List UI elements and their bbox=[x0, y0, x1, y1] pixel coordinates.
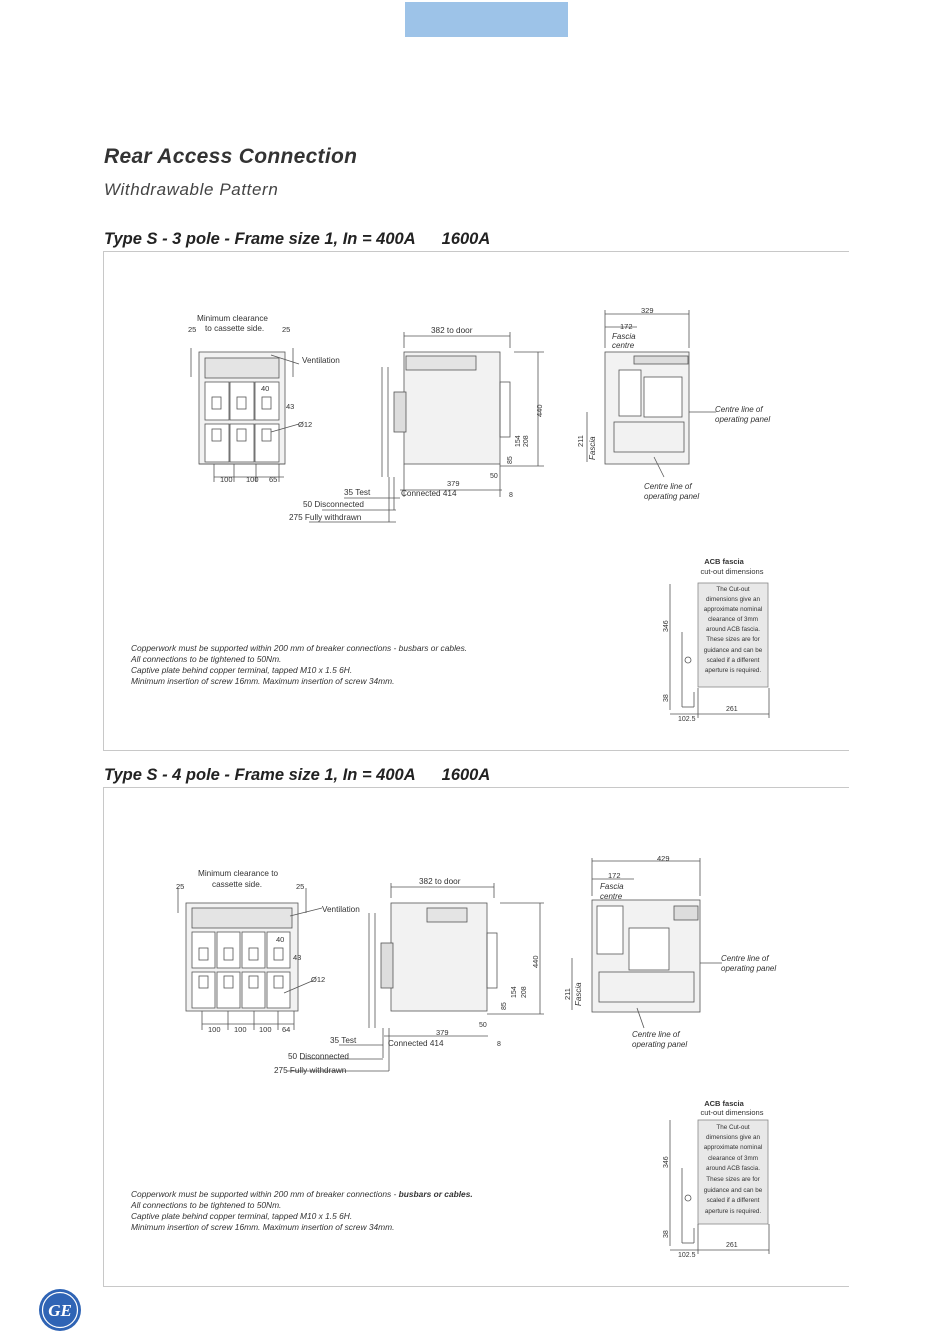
dim-dia-12: Ø12 bbox=[311, 975, 326, 984]
svg-text:aperture is required.: aperture is required. bbox=[704, 667, 762, 674]
dim-440: 440 bbox=[531, 955, 540, 968]
label-min-clearance-2: cassette side. bbox=[212, 880, 263, 889]
label-fascia-side: Fascia bbox=[574, 982, 583, 1006]
dim-25-left: 25 bbox=[188, 325, 197, 334]
label-centre-line: Centre line of bbox=[721, 954, 769, 963]
svg-text:The Cut-out: The Cut-out bbox=[716, 586, 750, 593]
dim-43: 43 bbox=[293, 953, 302, 962]
svg-text:around ACB fascia.: around ACB fascia. bbox=[706, 1165, 760, 1172]
dim-379: 379 bbox=[447, 479, 460, 488]
dim-102: 102.5 bbox=[678, 716, 696, 723]
dim-38: 38 bbox=[663, 1230, 670, 1238]
note-line: Captive plate behind copper terminal, tapped M10 x 1.5 6H. bbox=[131, 1211, 353, 1221]
dim-102: 102.5 bbox=[678, 1252, 696, 1259]
label-withdrawn: 275 Fully withdrawn bbox=[289, 513, 362, 522]
svg-text:The Cut-out: The Cut-out bbox=[716, 1124, 750, 1131]
dim-8: 8 bbox=[497, 1041, 501, 1048]
dim-100-b: 100 bbox=[246, 475, 259, 484]
dim-211: 211 bbox=[576, 435, 585, 447]
svg-text:These sizes are for: These sizes are for bbox=[706, 1176, 760, 1183]
svg-text:clearance of 3mm: clearance of 3mm bbox=[707, 1155, 759, 1162]
ge-monogram-logo bbox=[38, 1288, 82, 1332]
label-test: 35 Test bbox=[344, 488, 371, 497]
drawing-panel-4pole bbox=[103, 787, 849, 1287]
dim-261: 261 bbox=[726, 706, 738, 713]
dim-dia-12: Ø12 bbox=[298, 420, 313, 429]
svg-text:These sizes are for: These sizes are for bbox=[706, 636, 760, 643]
label-fascia-centre: centre bbox=[612, 341, 635, 350]
svg-text:scaled if a different: scaled if a different bbox=[706, 657, 760, 664]
dim-100-b: 100 bbox=[234, 1025, 247, 1034]
label-cutout-title-2: cut-out dimensions bbox=[700, 1108, 764, 1117]
fascia-view-3pole bbox=[587, 310, 716, 477]
section-title-4pole: Type S - 4 pole - Frame size 1, In = 400A 1600A bbox=[104, 766, 491, 784]
label-cutout-title-2: cut-out dimensions bbox=[700, 567, 764, 576]
svg-text:approximate nominal: approximate nominal bbox=[703, 606, 763, 613]
note-line: Minimum insertion of screw 16mm. Maximum insertion of screw 34mm. bbox=[131, 676, 395, 686]
dim-100-c: 100 bbox=[259, 1025, 272, 1034]
svg-text:clearance of 3mm: clearance of 3mm bbox=[707, 616, 759, 623]
svg-text:guidance and can be: guidance and can be bbox=[703, 647, 763, 654]
dim-172: 172 bbox=[608, 871, 621, 880]
dim-85: 85 bbox=[501, 1002, 508, 1010]
dim-154: 154 bbox=[511, 986, 518, 998]
svg-text:around ACB fascia.: around ACB fascia. bbox=[706, 626, 760, 633]
svg-text:aperture is required.: aperture is required. bbox=[704, 1208, 762, 1215]
page-title: Rear Access Connection bbox=[104, 145, 358, 168]
label-ventilation: Ventilation bbox=[322, 905, 360, 914]
note-line: All connections to be tightened to 50Nm. bbox=[131, 1200, 282, 1210]
dim-25-left: 25 bbox=[176, 882, 185, 891]
label-min-clearance-2: to cassette side. bbox=[205, 324, 265, 333]
notes-4pole bbox=[131, 1189, 473, 1233]
cutout-note-4pole bbox=[704, 1124, 763, 1215]
label-cutout-title: ACB fascia bbox=[704, 1099, 744, 1108]
dim-379: 379 bbox=[436, 1028, 449, 1037]
label-centre-line-bottom: Centre line of bbox=[644, 482, 692, 491]
note-line: Captive plate behind copper terminal, tapped M10 x 1.5 6H. bbox=[131, 665, 353, 675]
section-title-3pole: Type S - 3 pole - Frame size 1, In = 400A 1600A bbox=[104, 230, 491, 248]
notes-3pole bbox=[131, 643, 467, 687]
fascia-view-4pole bbox=[572, 858, 722, 1028]
label-ventilation: Ventilation bbox=[302, 356, 340, 365]
label-connected: Connected 414 bbox=[401, 489, 457, 498]
dim-25-right: 25 bbox=[282, 325, 291, 334]
label-connected: Connected 414 bbox=[388, 1039, 444, 1048]
label-fascia-centre: centre bbox=[600, 892, 623, 901]
note-line: Copperwork must be supported within 200 mm of breaker connections - busbars or cables. bbox=[131, 1189, 473, 1199]
dim-to-door: 382 to door bbox=[431, 326, 473, 335]
label-min-clearance: Minimum clearance bbox=[197, 314, 268, 323]
label-withdrawn: 275 Fully withdrawn bbox=[274, 1066, 347, 1075]
dim-85: 85 bbox=[507, 456, 514, 464]
dim-346: 346 bbox=[663, 1156, 670, 1168]
page-subtitle: Withdrawable Pattern bbox=[104, 180, 279, 199]
dim-154: 154 bbox=[515, 435, 522, 447]
svg-text:dimensions give an: dimensions give an bbox=[706, 596, 760, 603]
dim-208: 208 bbox=[521, 986, 528, 998]
logo-text: GE bbox=[48, 1301, 72, 1320]
dim-width-top: 429 bbox=[657, 854, 670, 863]
label-operating-panel-bottom: operating panel bbox=[632, 1040, 688, 1049]
dim-8: 8 bbox=[509, 492, 513, 499]
label-operating-panel: operating panel bbox=[715, 415, 771, 424]
dim-261: 261 bbox=[726, 1242, 738, 1249]
label-fascia: Fascia bbox=[600, 882, 624, 891]
dim-100-a: 100 bbox=[208, 1025, 221, 1034]
label-cutout-title: ACB fascia bbox=[704, 557, 744, 566]
dim-50: 50 bbox=[490, 473, 498, 480]
label-operating-panel: operating panel bbox=[721, 964, 777, 973]
note-line: Copperwork must be supported within 200 mm of breaker connections - busbars or cables. bbox=[131, 643, 468, 653]
label-fascia-side: Fascia bbox=[588, 436, 597, 460]
label-centre-line: Centre line of bbox=[715, 405, 763, 414]
dim-172: 172 bbox=[620, 322, 633, 331]
label-operating-panel-bottom: operating panel bbox=[644, 492, 700, 501]
drawing-panel-3pole bbox=[103, 251, 849, 751]
label-test: 35 Test bbox=[330, 1036, 357, 1045]
label-disconnected: 50 Disconnected bbox=[303, 500, 364, 509]
dim-208: 208 bbox=[523, 435, 530, 447]
cutout-note-3pole bbox=[704, 586, 763, 674]
dim-40: 40 bbox=[276, 935, 285, 944]
svg-text:dimensions give an: dimensions give an bbox=[706, 1134, 760, 1141]
note-line: Minimum insertion of screw 16mm. Maximum insertion of screw 34mm. bbox=[131, 1222, 395, 1232]
dim-65-bottom: 65 bbox=[269, 475, 278, 484]
label-fascia: Fascia bbox=[612, 332, 636, 341]
dim-100-a: 100 bbox=[220, 475, 233, 484]
dim-346: 346 bbox=[663, 620, 670, 632]
dim-43: 43 bbox=[286, 402, 295, 411]
svg-text:scaled if a different: scaled if a different bbox=[706, 1197, 760, 1204]
header-tab bbox=[405, 2, 568, 37]
svg-text:guidance and can be: guidance and can be bbox=[703, 1187, 763, 1194]
dim-211: 211 bbox=[563, 988, 572, 1000]
dim-50: 50 bbox=[479, 1022, 487, 1029]
front-view-3pole bbox=[191, 348, 299, 482]
dim-40: 40 bbox=[261, 384, 270, 393]
note-line: All connections to be tightened to 50Nm. bbox=[131, 654, 282, 664]
dim-64-bottom: 64 bbox=[282, 1025, 291, 1034]
dim-25-right: 25 bbox=[296, 882, 305, 891]
dim-width-top: 329 bbox=[641, 306, 654, 315]
svg-text:approximate nominal: approximate nominal bbox=[703, 1144, 763, 1151]
label-min-clearance: Minimum clearance to bbox=[198, 869, 279, 878]
dim-38: 38 bbox=[663, 694, 670, 702]
dim-to-door: 382 to door bbox=[419, 877, 461, 886]
dim-440: 440 bbox=[535, 404, 544, 417]
label-centre-line-bottom: Centre line of bbox=[632, 1030, 680, 1039]
label-disconnected: 50 Disconnected bbox=[288, 1052, 349, 1061]
